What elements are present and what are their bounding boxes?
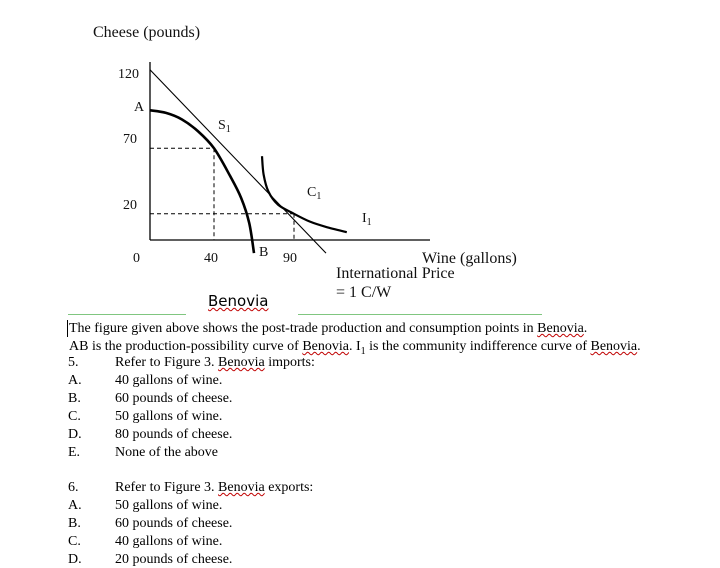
separator-left <box>68 314 186 315</box>
x-tick-40: 40 <box>204 251 218 266</box>
q6-option-d[interactable]: 20 pounds of cheese. <box>115 552 233 567</box>
production-possibility-curve <box>150 110 254 253</box>
q6-option-b[interactable]: 60 pounds of cheese. <box>115 516 233 531</box>
q6-option-c-letter: C. <box>68 534 81 549</box>
q6-option-d-letter: D. <box>68 552 82 567</box>
q5-option-e[interactable]: None of the above <box>115 445 219 460</box>
q6-option-a-letter: A. <box>68 498 82 513</box>
point-label-c1: $C_1$ <box>307 185 322 202</box>
terms-of-trade-line <box>150 70 326 253</box>
indifference-curve <box>262 156 347 232</box>
q5-option-c[interactable]: 50 gallons of wine. <box>115 409 223 424</box>
intro-line-2: AB is the production-possibility curve of Benovia. $I_1$ is the community indifference curve of Benovia. <box>69 339 641 357</box>
q5-stem: Refer to Figure 3. Benovia imports: <box>115 355 315 370</box>
q5-option-b-letter: B. <box>68 391 81 406</box>
q5-option-e-letter: E. <box>68 445 81 460</box>
q6-option-a[interactable]: 50 gallons of wine. <box>115 498 223 513</box>
q6-option-b-letter: B. <box>68 516 81 531</box>
point-label-s1: $S_1$ <box>218 118 231 135</box>
y-tick-70: 70 <box>123 132 137 147</box>
q6-number: 6. <box>68 480 79 495</box>
q5-option-c-letter: C. <box>68 409 81 424</box>
y-axis-title: Cheese (pounds) <box>93 24 201 41</box>
price-label-line1: International Price <box>336 265 455 282</box>
q5-option-b[interactable]: 60 pounds of cheese. <box>115 391 233 406</box>
chart-caption: Benovia <box>208 292 269 310</box>
text-cursor <box>67 320 68 337</box>
q5-option-a[interactable]: 40 gallons of wine. <box>115 373 223 388</box>
q5-option-d-letter: D. <box>68 427 82 442</box>
point-label-b: B <box>259 245 269 260</box>
x-tick-90: 90 <box>283 251 297 266</box>
y-tick-0: 0 <box>133 251 140 266</box>
separator-right <box>298 314 542 315</box>
y-tick-120: 120 <box>118 67 139 82</box>
q5-number: 5. <box>68 355 79 370</box>
point-label-a: A <box>134 100 145 115</box>
q6-stem: Refer to Figure 3. Benovia exports: <box>115 480 314 495</box>
q6-option-c[interactable]: 40 gallons of wine. <box>115 534 223 549</box>
x-axis-title: Wine (gallons) <box>422 250 517 267</box>
q5-option-a-letter: A. <box>68 373 82 388</box>
price-label-line2: = 1 C/W <box>336 284 392 300</box>
q5-option-d[interactable]: 80 pounds of cheese. <box>115 427 233 442</box>
y-tick-20: 20 <box>123 198 137 213</box>
point-label-i1: $I_1$ <box>362 211 372 228</box>
intro-line-1: The figure given above shows the post-trade production and consumption points in Benovia. <box>69 321 588 336</box>
